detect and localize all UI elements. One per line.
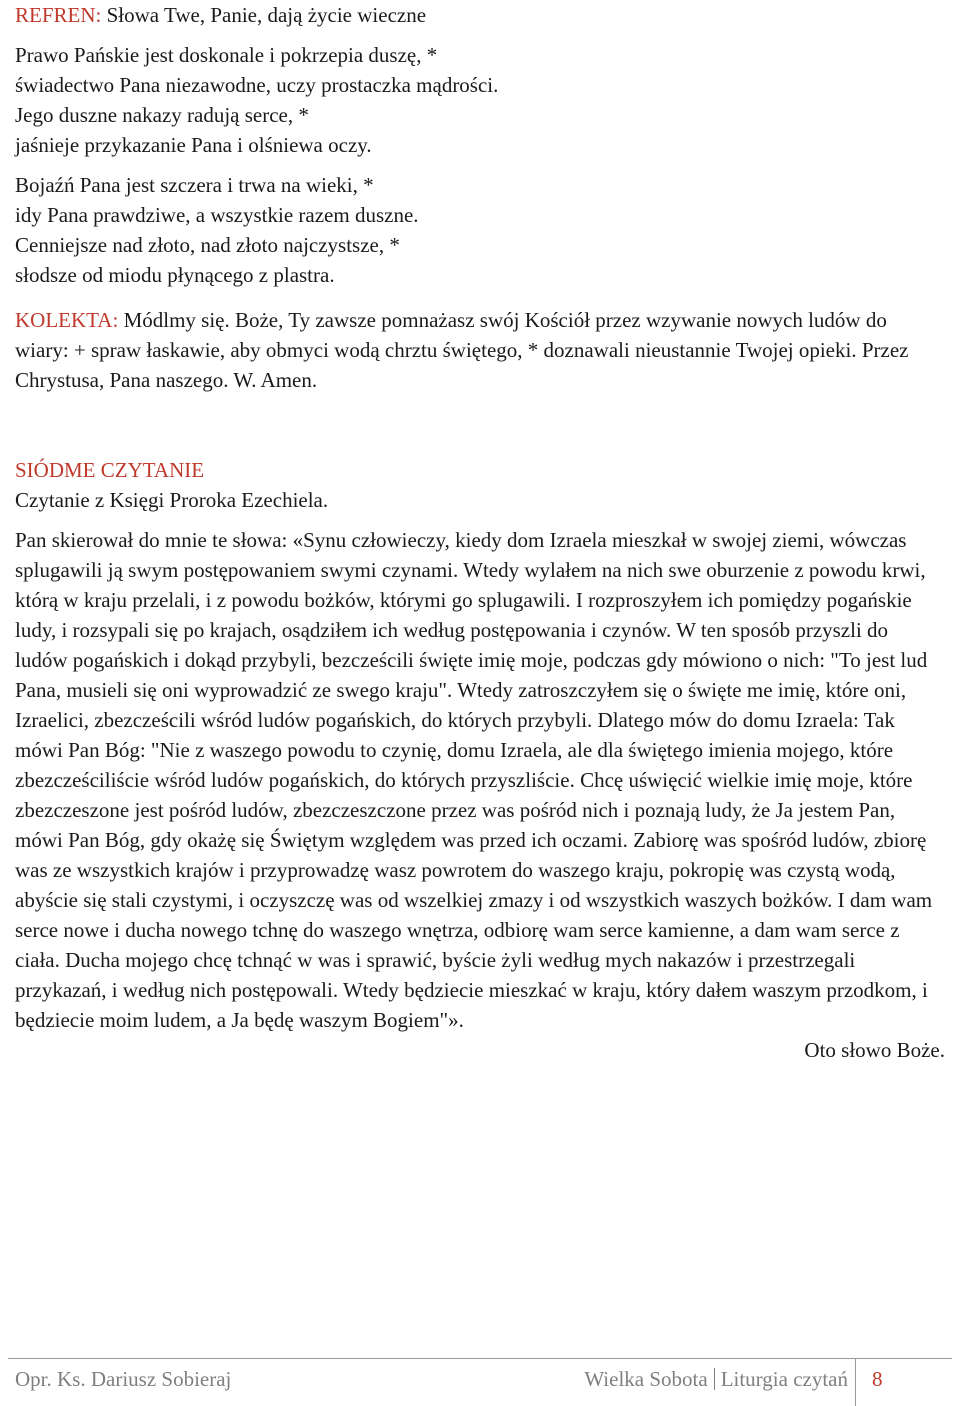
footer-separator — [714, 1368, 715, 1390]
psalm-line: świadectwo Pana niezawodne, uczy prostaczka mądrości. — [15, 73, 499, 97]
psalm-line: Prawo Pańskie jest doskonale i pokrzepia duszę, * — [15, 43, 438, 67]
page-footer — [0, 1356, 960, 1406]
refrain-text: Słowa Twe, Panie, dają życie wieczne — [101, 3, 427, 27]
psalm-line: idy Pana prawdziwe, a wszystkie razem duszne. — [15, 203, 419, 227]
refrain — [15, 0, 945, 30]
collect-label: KOLEKTA: — [15, 308, 119, 332]
psalm-stanza-1 — [15, 40, 945, 160]
reading-heading: SIÓDME CZYTANIE — [15, 458, 205, 482]
reading-source: Czytanie z Księgi Proroka Ezechiela. — [15, 488, 329, 512]
page-number-box — [855, 1359, 952, 1406]
footer-divider — [8, 1358, 952, 1359]
collect-prayer — [15, 305, 945, 395]
footer-title — [584, 1367, 848, 1392]
refrain-label: REFREN: — [15, 3, 102, 27]
psalm-line: Bojaźń Pana jest szczera i trwa na wieki, * — [15, 173, 374, 197]
psalm-line: jaśnieje przykazanie Pana i olśniewa oczy. — [15, 133, 372, 157]
psalm-stanza-2 — [15, 170, 945, 290]
psalm-line: Jego duszne nakazy radują serce, * — [15, 103, 309, 127]
reading-closing: Oto słowo Boże. — [804, 1038, 945, 1062]
document-body — [15, 0, 945, 1065]
psalm-line: Cenniejsze nad złoto, nad złoto najczystsze, * — [15, 233, 400, 257]
footer-section: Liturgia czytań — [720, 1367, 848, 1391]
psalm-line: słodsze od miodu płynącego z plastra. — [15, 263, 335, 287]
footer-day: Wielka Sobota — [584, 1367, 708, 1391]
footer-author: Opr. Ks. Dariusz Sobieraj — [15, 1367, 232, 1391]
reading-body: Pan skierował do mnie te słowa: «Synu człowieczy, kiedy dom Izraela mieszkał w swojej ziemi, wówczas splugawili ją swym postępowaniem swymi czynami. Wtedy wylałem na nich swe oburzenie z powodu krwi, którą w kraju przelali, i z powodu bożków, którymi go splugawili. I rozproszyłem ich pomiędzy pogańskie ludy, i rozsypali się po krajach, osądziłem ich według postępowania i czynów. W ten sposób przyszli do ludów pogańskich i dokąd przybyli, bezcześcili święte imię moje, podczas gdy mówiono o nich: "To jest lud Pana, musieli się oni wyprowadzić ze swego kraju". Wtedy zatroszczyłem się o święte me imię, które oni, Izraelici, zbezcześcili wśród ludów pogańskich, do których przybyli. Dlatego mów do domu Izraela: Tak mówi Pan Bóg: "Nie z waszego powodu to czynię, domu Izraela, ale dla świętego imienia mojego, które zbezcześciliście wśród ludów pogańskich, do których przyszliście. Chcę uświęcić wielkie imię moje, które zbezczeszone jest pośród ludów, zbezczeszczone przez was pośród nich i poznają ludy, że Ja jestem Pan, mówi Pan Bóg, gdy okażę się Świętym względem was przed ich oczami. Zabiorę was spośród ludów, zbiorę was ze wszystkich krajów i przyprowadzę wasz powrotem do waszego kraju, pokropię was czystą wodą, abyście się stali czystymi, i oczyszczę was od wszelkiej zmazy i od wszystkich waszych bożków. I dam wam serce nowe i ducha nowego tchnę do waszego wnętrza, odbiorę wam serce kamienne, a dam wam serce z ciała. Ducha mojego chcę tchnąć w was i sprawić, byście żyli według mych nakazów i przestrzegali przykazań, i według nich postępowali. Wtedy będziecie mieszkać w kraju, który dałem waszym przodkom, i będziecie moim ludem, a Ja będę waszym Bogiem"». — [15, 528, 933, 1032]
page-number: 8 — [872, 1367, 883, 1391]
collect-text: Módlmy się. Boże, Ty zawsze pomnażasz swój Kościół przez wzywanie nowych ludów do wiary: + spraw łaskawie, aby obmyci wodą chrztu świętego, * doznawali nieustannie Twojej opieki. Przez Chrystusa, Pana naszego. W. Amen. — [15, 308, 909, 392]
